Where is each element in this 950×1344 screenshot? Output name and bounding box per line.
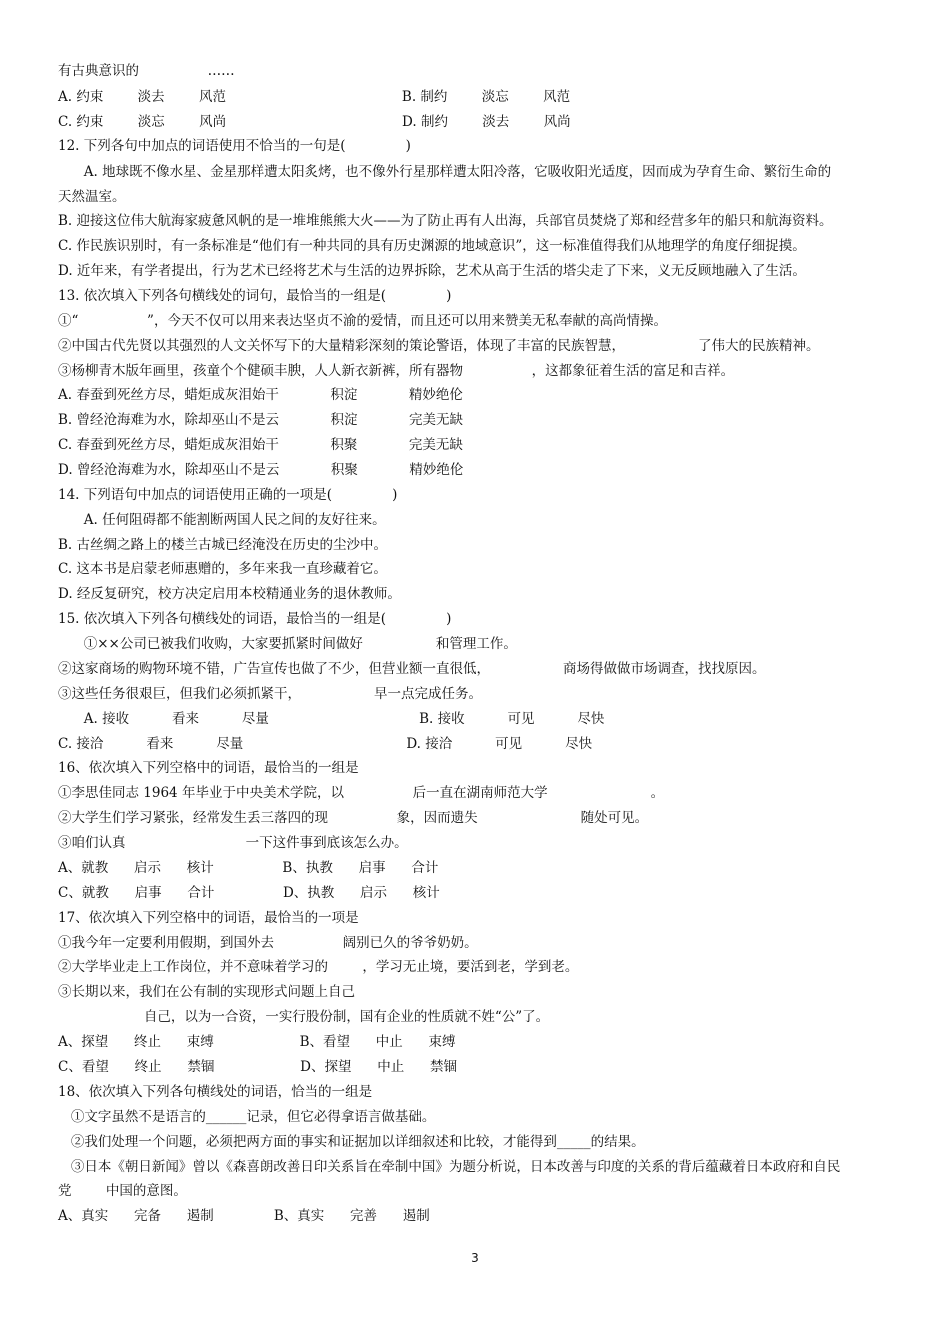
text-line: C. 作民族识别时，有一条标准是“他们有一种共同的具有历史渊源的地域意识”，这一标准值得我们从地理学的角度仔细捉摸。 [58, 238, 806, 254]
text-line: B. 曾经沧海难为水，除却巫山不是云 积淀 完美无缺 [58, 412, 463, 428]
text-line: ②这家商场的购物环境不错，广告宣传也做了不少，但营业额一直很低， 商场得做做市场调查，找找原因。 [58, 661, 766, 677]
text-line: ③长期以来，我们在公有制的实现形式问题上自己 [58, 984, 355, 1000]
text-line: B. 古丝绸之路上的楼兰古城已经淹没在历史的尘沙中。 [58, 537, 388, 553]
text-line: ①我今年一定要利用假期，到国外去 阔别已久的爷爷奶奶。 [58, 935, 478, 951]
text-line: ②大学生们学习紧张，经常发生丢三落四的现 象，因而遗失 随处可见。 [58, 810, 649, 826]
question-13-stem: 13. 依次填入下列各句横线处的词句，最恰当的一组是( ) [58, 288, 452, 304]
text-line: 天然温室。 [58, 189, 126, 205]
text-line: ③日本《朝日新闻》曾以《森喜朗改善日印关系旨在牵制中国》为题分析说，日本改善与印度的关系的背后蕴藏着日本政府和自民 [58, 1159, 841, 1175]
text-line: A、探望 终止 束缚 B、看望 中止 束缚 [58, 1034, 456, 1050]
text-line: A. 地球既不像水星、金星那样遭太阳炙烤，也不像外行星那样遭太阳冷落，它吸收阳光适度，因而成为孕育生命、繁衍生命的 [58, 164, 832, 180]
text-line: A. 接收 看来 尽量 B. 接收 可见 尽快 [58, 711, 605, 727]
page-number: 3 [471, 1251, 479, 1265]
text-line: A. 约束 淡去 风范 B. 制约 淡忘 风范 [58, 89, 571, 105]
text-line: 有古典意识的 …… [58, 63, 235, 79]
question-18-stem: 18、依次填入下列各句横线处的词语，恰当的一组是 [58, 1084, 373, 1100]
text-line: ③这些任务很艰巨，但我们必须抓紧干， 早一点完成任务。 [58, 686, 482, 702]
question-16-stem: 16、依次填入下列空格中的词语，最恰当的一组是 [58, 760, 359, 776]
text-line: ③杨柳青木版年画里，孩童个个健硕丰腴，人人新衣新裤，所有器物 ，这都象征着生活的富足和吉祥。 [58, 363, 735, 379]
text-line: ①文字虽然不是语言的______记录，但它必得拿语言做基础。 [58, 1109, 436, 1125]
text-line: C. 春蚕到死丝方尽，蜡炬成灰泪始干 积聚 完美无缺 [58, 437, 463, 453]
text-line: A. 春蚕到死丝方尽，蜡炬成灰泪始干 积淀 精妙绝伦 [58, 387, 463, 403]
text-line: 自己，以为一合资，一实行股份制，国有企业的性质就不姓“公”了。 [58, 1009, 550, 1025]
text-line: A. 任何阻碍都不能割断两国人民之间的友好往来。 [58, 512, 386, 528]
text-line: C、就教 启事 合计 D、执教 启示 核计 [58, 885, 440, 901]
text-line: C. 接洽 看来 尽量 D. 接洽 可见 尽快 [58, 736, 593, 752]
question-12-stem: 12. 下列各句中加点的词语使用不恰当的一句是( ) [58, 138, 411, 154]
text-line: C. 约束 淡忘 风尚 D. 制约 淡去 风尚 [58, 114, 571, 130]
text-line: ①××公司已被我们收购，大家要抓紧时间做好 和管理工作。 [58, 636, 517, 652]
text-line: ②我们处理一个问题，必须把两方面的事实和证据加以详细叙述和比较，才能得到_____的结果。 [58, 1134, 645, 1150]
text-line: ②中国古代先贤以其强烈的人文关怀写下的大量精彩深刻的策论警语，体现了丰富的民族智慧， 了伟大的民族精神。 [58, 338, 820, 354]
question-14-stem: 14. 下列语句中加点的词语使用正确的一项是( ) [58, 487, 398, 503]
text-line: D. 经反复研究，校方决定启用本校精通业务的退休教师。 [58, 586, 401, 602]
text-line: ①李思佳同志 1964 年毕业于中央美术学院，以 后一直在湖南师范大学 。 [58, 785, 665, 801]
text-line: A、真实 完备 遏制 B、真实 完善 遏制 [58, 1208, 430, 1224]
text-line: D. 近年来，有学者提出，行为艺术已经将艺术与生活的边界拆除，艺术从高于生活的塔尖走了下来，义无反顾地融入了生活。 [58, 263, 806, 279]
text-line: 党 中国的意图。 [58, 1183, 187, 1199]
text-line: D. 曾经沧海难为水，除却巫山不是云 积聚 精妙绝伦 [58, 462, 464, 478]
text-line: B. 迎接这位伟大航海家疲惫风帆的是一堆堆熊熊大火——为了防止再有人出海，兵部官员焚烧了郑和经营多年的船只和航海资料。 [58, 213, 833, 229]
text-line: C、看望 终止 禁锢 D、探望 中止 禁锢 [58, 1059, 457, 1075]
question-15-stem: 15. 依次填入下列各句横线处的词语，最恰当的一组是( ) [58, 611, 452, 627]
text-line: ①“ ”，今天不仅可以用来表达坚贞不渝的爱情，而且还可以用来赞美无私奉献的高尚情操。 [58, 313, 667, 329]
text-line: C. 这本书是启蒙老师惠赠的，多年来我一直珍藏着它。 [58, 561, 387, 577]
question-17-stem: 17、依次填入下列空格中的词语，最恰当的一项是 [58, 910, 359, 926]
text-line: A、就教 启示 核计 B、执教 启事 合计 [58, 860, 439, 876]
text-line: ②大学毕业走上工作岗位，并不意味着学习的 ，学习无止境，要活到老，学到老。 [58, 959, 579, 975]
text-line: ③咱们认真 一下这件事到底该怎么办。 [58, 835, 408, 851]
